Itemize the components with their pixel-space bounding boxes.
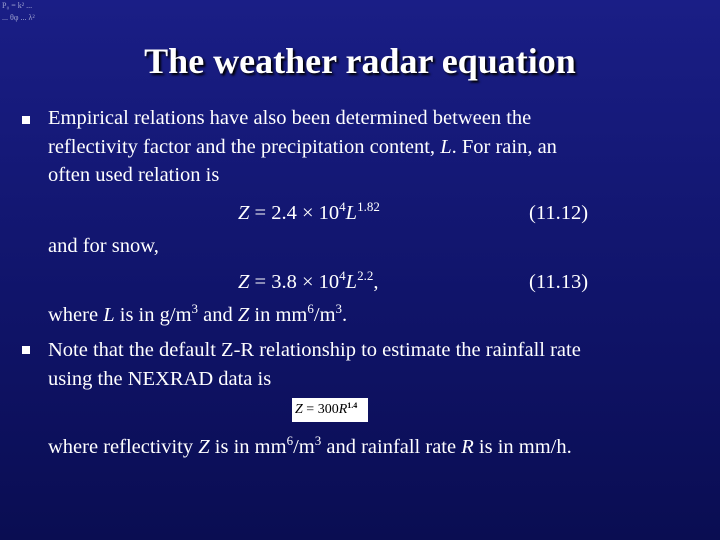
final-exp-2: 3 [314, 433, 322, 448]
bullet-1-line-2-tail: . For rain, an [451, 136, 557, 158]
bullet-1-line-2-text: reflectivity factor and the precipitation content, [48, 136, 441, 158]
final-exp-1: 6 [286, 433, 294, 448]
z-r-formula-var: R [338, 402, 348, 417]
corner-formula-image [2, 0, 58, 30]
units-exp-2: 6 [307, 301, 314, 316]
equation-11-13-number: (11.13) [529, 271, 589, 293]
final-var-Z: Z [198, 436, 210, 458]
final-text-2: is in mm [209, 436, 287, 458]
equation-11-13-lhs: Z [238, 271, 250, 293]
final-text-5: is in mm/h. [473, 436, 572, 458]
z-r-formula-lhs: Z [295, 402, 303, 417]
variable-L: L [440, 136, 452, 158]
units-text-5: /m [313, 304, 336, 326]
corner-formula-line-2: ... θφ ... λ² [2, 13, 35, 22]
equation-11-12-number: (11.12) [529, 202, 589, 224]
units-exp-3: 3 [335, 301, 343, 316]
bullet-1-line-1: Empirical relations have also been determined between the [48, 107, 532, 129]
equation-11-12-mid: = 2.4 × 10 [249, 202, 340, 224]
equation-11-12-var: L [345, 202, 358, 224]
equation-11-12-exp1: 4 [339, 199, 346, 214]
z-r-formula-mid: = 300 [302, 402, 339, 417]
units-text-4: in mm [249, 304, 308, 326]
equation-11-12-lhs: Z [238, 202, 250, 224]
final-text-4: and rainfall rate [321, 436, 462, 458]
bullet-1-marker [22, 116, 30, 124]
bullet-1-line-3: often used relation is [48, 164, 220, 186]
z-r-formula-exp: 1.4 [347, 401, 358, 410]
bullet-2-line-1: Note that the default Z-R relationship to estimate the rainfall rate [48, 339, 581, 361]
z-r-formula-image [292, 398, 368, 422]
units-var-Z: Z [237, 304, 250, 326]
snow-text: and for snow, [48, 235, 159, 257]
units-text-6: . [342, 304, 348, 326]
equation-11-13 [238, 268, 378, 297]
equation-11-12 [238, 199, 380, 228]
units-text-3: and [198, 304, 238, 326]
corner-formula-line-1: P₀ = k² ... [2, 1, 33, 10]
units-text-2: is in g/m [114, 304, 192, 326]
equation-11-13-exp1: 4 [339, 268, 346, 283]
equation-11-13-tail: , [373, 271, 379, 293]
bullet-2-marker [22, 346, 30, 354]
units-line [48, 301, 347, 330]
final-line [48, 433, 572, 462]
final-var-R: R [461, 436, 474, 458]
bullet-2-line-2: using the NEXRAD data is [48, 368, 272, 390]
final-text-1: where reflectivity [48, 436, 199, 458]
final-text-3: /m [293, 436, 315, 458]
equation-11-13-exp2: 2.2 [357, 268, 374, 283]
bullet-1-line-2 [48, 133, 557, 162]
units-text-1: where [48, 304, 104, 326]
equation-11-12-exp2: 1.82 [357, 199, 380, 214]
equation-11-13-var: L [345, 271, 358, 293]
units-exp-1: 3 [191, 301, 199, 316]
slide-title: The weather radar equation [144, 41, 576, 81]
equation-11-13-mid: = 3.8 × 10 [249, 271, 340, 293]
units-var-L: L [103, 304, 115, 326]
